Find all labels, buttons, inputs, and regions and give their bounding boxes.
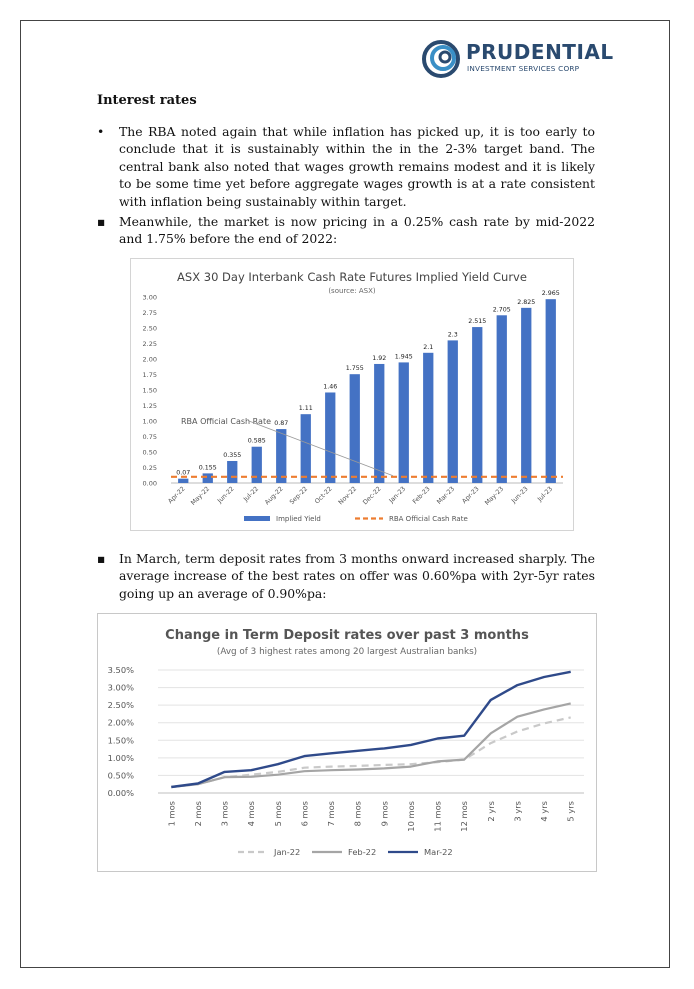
x-tick-label: 11 mos xyxy=(432,801,443,832)
y-tick-label: 1.75 xyxy=(142,371,157,379)
bullet-text: Meanwhile, the market is now pricing in a 0.25% cash rate by mid-2022 and 1.75% before the end of 2022: xyxy=(119,214,595,247)
bar xyxy=(374,364,384,483)
bar-data-label: 1.46 xyxy=(323,383,338,391)
y-tick-label: 0.00% xyxy=(107,788,134,798)
bar-data-label: 2.3 xyxy=(447,331,458,339)
y-tick-label: 1.00 xyxy=(142,417,157,426)
bullet-text: The RBA noted again that while inflation has picked up, it is too early to conclude that it is sustainably within the in the 2-3% target band. The central bank also noted that wages growth remains modest and it is likely to be some time yet before aggregate wages growth is at a rate consistent with inflation being sustainably within target. xyxy=(119,124,595,209)
bar xyxy=(399,362,409,483)
bar-data-label: 1.92 xyxy=(372,354,387,362)
bar-data-label: 2.515 xyxy=(468,318,487,326)
bar xyxy=(350,374,360,483)
y-tick-label: 0.25 xyxy=(142,464,157,472)
x-tick-label: Dec-22 xyxy=(361,485,383,507)
legend-swatch-implied-yield xyxy=(244,516,270,521)
x-tick-label: 5 mos xyxy=(272,801,283,827)
series-line-feb-22 xyxy=(171,703,570,787)
chart-title: ASX 30 Day Interbank Cash Rate Futures Implied Yield Curve xyxy=(177,270,527,284)
bar-data-label: 2.965 xyxy=(541,290,560,298)
x-tick-label: 9 mos xyxy=(379,801,390,827)
term-deposit-chart xyxy=(97,613,597,872)
bar-data-label: 0.07 xyxy=(176,469,191,477)
y-tick-label: 2.00% xyxy=(107,717,134,728)
bar xyxy=(227,461,237,483)
x-tick-label: Oct-22 xyxy=(313,485,334,506)
x-tick-label: 4 mos xyxy=(246,801,257,827)
x-tick-label: Sep-22 xyxy=(288,485,310,507)
x-tick-label: May-22 xyxy=(189,485,212,507)
y-tick-label: 3.00% xyxy=(107,682,134,693)
y-tick-label: 3.50% xyxy=(107,665,134,675)
logo-tagline: INVESTMENT SERVICES CORP xyxy=(467,64,580,73)
x-tick-label: Feb-23 xyxy=(411,485,432,506)
x-tick-label: 4 yrs xyxy=(539,801,550,822)
bar xyxy=(325,392,335,483)
y-tick-label: 1.25 xyxy=(142,402,157,410)
x-tick-label: 12 mos xyxy=(459,801,470,832)
y-tick-label: 0.00 xyxy=(142,479,157,488)
bar-data-label: 1.945 xyxy=(394,353,413,361)
futures-chart xyxy=(130,258,574,531)
y-tick-label: 2.25 xyxy=(142,340,157,348)
x-tick-label: 3 yrs xyxy=(512,801,523,822)
term-deposit-chart-svg xyxy=(98,614,596,871)
chart-title: Change in Term Deposit rates over past 3 months xyxy=(165,628,529,643)
y-tick-label: 2.50% xyxy=(107,700,134,711)
y-tick-label: 0.75 xyxy=(142,433,157,441)
legend-label-rba: RBA Official Cash Rate xyxy=(389,515,468,523)
x-tick-label: Jun-23 xyxy=(510,485,530,505)
bar-data-label: 0.585 xyxy=(247,437,266,445)
bar xyxy=(423,353,433,483)
y-tick-label: 0.50% xyxy=(107,770,134,781)
x-tick-label: 3 mos xyxy=(219,801,230,827)
futures-chart-svg xyxy=(131,259,573,530)
bar-data-label: 2.825 xyxy=(517,298,536,306)
bar xyxy=(497,315,507,483)
bar-data-label: 1.11 xyxy=(298,405,313,413)
x-tick-label: Aug-22 xyxy=(263,485,285,507)
y-tick-label: 3.00 xyxy=(142,293,157,302)
legend-label-mar-22: Mar-22 xyxy=(424,847,453,857)
bar-data-label: 0.87 xyxy=(274,420,289,428)
bar xyxy=(203,473,213,483)
x-tick-label: 1 mos xyxy=(166,801,177,827)
logo-wordmark: PRUDENTIAL xyxy=(466,40,614,64)
annotation-leader xyxy=(249,421,393,476)
legend-label-implied-yield: Implied Yield xyxy=(276,515,321,523)
x-tick-label: 2 yrs xyxy=(485,801,496,822)
bar-data-label: 0.355 xyxy=(223,451,242,459)
y-tick-label: 0.50 xyxy=(142,448,157,457)
bar xyxy=(546,299,556,483)
bar xyxy=(448,340,458,483)
bar xyxy=(521,308,531,483)
annotation-label: RBA Official Cash Rate xyxy=(181,417,271,426)
x-tick-label: Jun-22 xyxy=(216,485,236,505)
x-tick-label: 2 mos xyxy=(192,801,203,827)
x-tick-label: Nov-22 xyxy=(337,485,359,507)
company-logo xyxy=(420,38,614,82)
y-tick-label: 2.50 xyxy=(142,324,157,333)
bar xyxy=(178,479,188,483)
y-tick-label: 2.75 xyxy=(142,309,157,317)
x-tick-label: 10 mos xyxy=(405,801,416,832)
x-tick-label: Jul-23 xyxy=(536,485,555,504)
bar xyxy=(301,414,311,483)
legend-label-jan-22: Jan-22 xyxy=(274,847,301,857)
y-tick-label: 2.00 xyxy=(142,355,157,364)
bar-data-label: 2.1 xyxy=(423,343,434,351)
chart-subtitle: (source: ASX) xyxy=(328,287,376,295)
section-heading: Interest rates xyxy=(97,93,197,108)
bar-data-label: 1.755 xyxy=(345,365,364,373)
bullet-text: In March, term deposit rates from 3 months onward increased sharply. The average increase of the best rates on offer was 0.60%pa with 2yr-5yr rates going up an average of 0.90%pa: xyxy=(119,551,595,601)
chart-subtitle: (Avg of 3 highest rates among 20 largest Australian banks) xyxy=(216,647,478,657)
x-tick-label: 5 yrs xyxy=(565,801,576,822)
bar xyxy=(276,429,286,483)
x-tick-label: Jul-22 xyxy=(242,485,261,504)
legend-label-feb-22: Feb-22 xyxy=(348,847,377,857)
x-tick-label: 6 mos xyxy=(299,801,310,827)
x-tick-label: Mar-23 xyxy=(435,485,457,506)
bar xyxy=(472,327,482,483)
x-tick-label: 7 mos xyxy=(326,801,337,827)
bullet-mark: • xyxy=(97,124,105,139)
x-tick-label: 8 mos xyxy=(352,801,363,827)
x-tick-label: May-23 xyxy=(483,485,506,507)
y-tick-label: 1.00% xyxy=(107,752,134,763)
logo-mark-icon xyxy=(420,38,464,82)
y-tick-label: 1.50 xyxy=(142,386,157,395)
y-tick-label: 1.50% xyxy=(107,735,134,746)
bar-data-label: 0.155 xyxy=(198,464,217,472)
x-tick-label: Apr-22 xyxy=(167,485,187,506)
x-tick-label: Apr-23 xyxy=(461,485,481,506)
bullet-mark: ▪ xyxy=(97,214,106,229)
bullet-mark: ▪ xyxy=(97,551,106,566)
bar-data-label: 2.705 xyxy=(492,306,511,314)
x-tick-label: Jan-23 xyxy=(388,485,408,505)
